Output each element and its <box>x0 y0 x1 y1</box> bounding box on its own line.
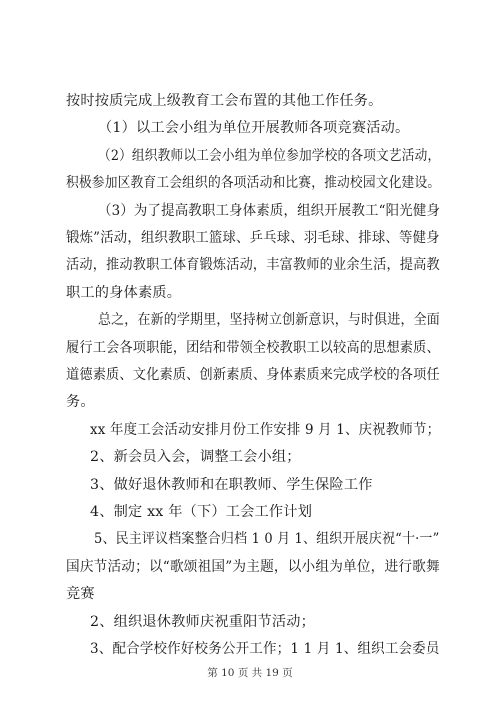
page-number: 第 10 页 共 19 页 <box>207 667 293 679</box>
text-line: 3、做好退休教师和在职教师、学生保险工作 <box>90 476 373 493</box>
text-line: 3、配合学校作好校务公开工作；1 1 月 1、组织工会委员 <box>90 641 440 657</box>
text-line: 总之，在新的学期里，坚持树立创新意识，与时俱进，全面 <box>98 312 440 329</box>
text-line: 积极参加区教育工会组织的各项活动和比赛，推动校园文化建设。 <box>66 175 441 192</box>
text-line: 务。 <box>66 394 95 411</box>
text-line: （1）以工会小组为单位开展教师各项竞赛活动。 <box>98 120 410 137</box>
text-line: 道德素质、文化素质、创新素质、身体素质来完成学校的各项任 <box>66 367 440 383</box>
text-line: （2）组织教师以工会小组为单位参加学校的各项文艺活动， <box>98 147 441 164</box>
text-line: 2、组织退休教师庆祝重阳节活动； <box>90 613 316 630</box>
text-line: 5、民主评议档案整合归档 1 0 月 1、组织开展庆祝“十·一” <box>94 531 440 548</box>
text-line: 履行工会各项职能，团结和带领全校教职工以较高的思想素质、 <box>66 339 440 356</box>
text-line: 2、新会员入会，调整工会小组； <box>90 449 301 466</box>
text-line: 竞赛 <box>66 586 95 603</box>
text-line: xx 年度工会活动安排月份工作安排 9 月 1、庆祝教师节； <box>90 421 441 438</box>
text-line: 锻炼”活动，组织教职工篮球、乒乓球、羽毛球、排球、等健身 <box>66 230 440 246</box>
text-line: （3）为了提高教职工身体素质，组织开展教工“阳光健身 <box>98 202 441 219</box>
text-line: 职工的身体素质。 <box>66 284 182 301</box>
text-line: 国庆节活动；以“歌颂祖国”为主题，以小组为单位，进行歌舞 <box>66 558 440 575</box>
text-line: 4、制定 xx 年（下）工会工作计划 <box>90 504 313 520</box>
text-line: 按时按质完成上级教育工会布置的其他工作任务。 <box>66 93 383 109</box>
text-line: 活动，推动教职工体育锻炼活动，丰富教师的业余生活，提高教 <box>66 257 440 274</box>
